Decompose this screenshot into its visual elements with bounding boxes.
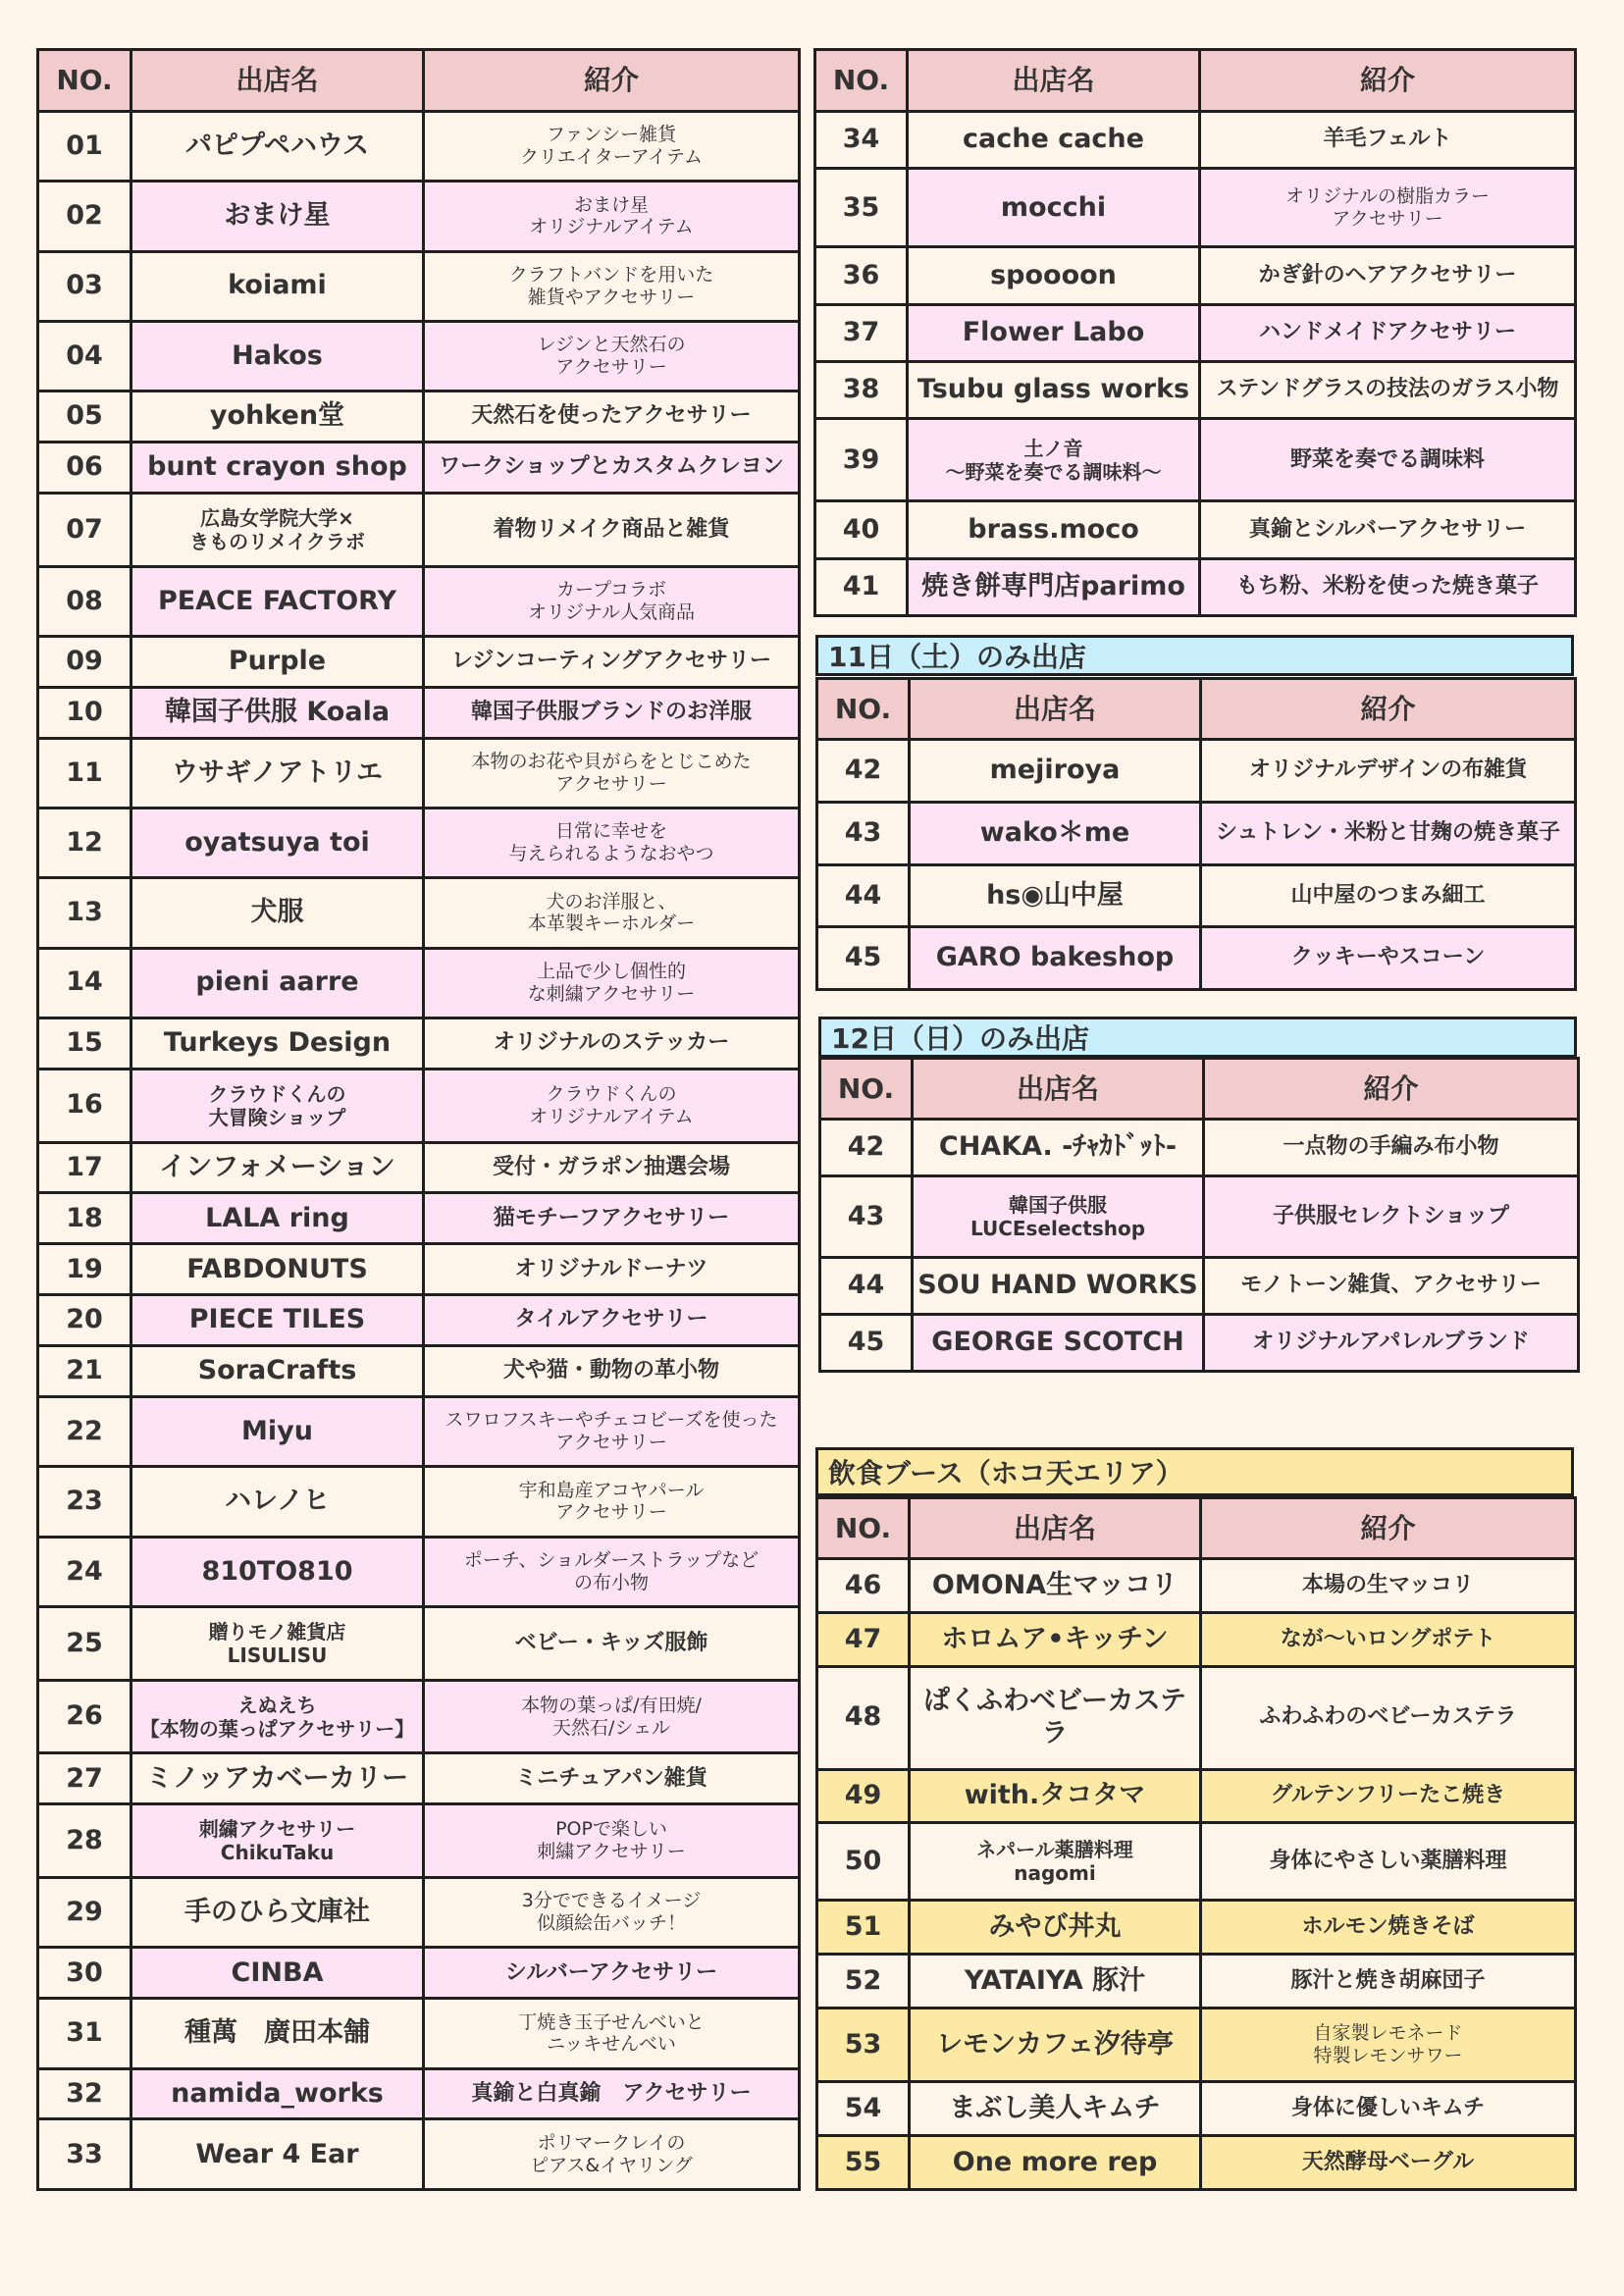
vendor-description: ステンドグラスの技法のガラス小物 [1200,362,1576,419]
vendor-row [38,2068,800,2119]
vendor-number: 32 [38,2068,131,2119]
vendor-name: 贈りモノ雑貨店 LISULISU [131,1606,424,1680]
vendor-row [38,1244,800,1295]
vendor-row [38,321,800,391]
vendor-name: クラウドくんの 大冒険ショップ [131,1069,424,1142]
vendor-row [38,1753,800,1804]
vendor-name: mocchi [908,169,1200,247]
vendor-number: 43 [817,802,910,864]
vendor-description: オリジナルのステッカー [424,1018,800,1069]
vendor-name: ぱくふわベビーカステラ [910,1666,1201,1769]
vendor-name: レモンカフェ汐待亭 [910,2009,1201,2082]
vendor-row [38,636,800,687]
vendor-description: 野菜を奏でる調味料 [1200,419,1576,501]
food-booth-rows [817,1559,1576,2190]
header-desc: 紹介 [1200,50,1576,112]
vendor-description: モノトーン雑貨、アクセサリー [1204,1258,1579,1315]
vendor-name: みやび丼丸 [910,1901,1201,1955]
vendor-description: なが～いロングポテト [1201,1612,1576,1666]
vendor-number: 10 [38,687,131,738]
vendor-row [38,1142,800,1193]
vendor-name: えぬえち 【本物の葉っぱアクセサリー】 [131,1680,424,1753]
vendor-number: 48 [817,1666,910,1769]
vendor-description: クッキーやスコーン [1201,927,1576,990]
vendor-row [38,1999,800,2068]
vendor-number: 24 [38,1537,131,1606]
vendor-row [38,1606,800,1680]
vendor-number: 01 [38,112,131,182]
vendor-number: 09 [38,636,131,687]
vendor-description: 猫モチーフアクセサリー [424,1193,800,1244]
vendor-description: 韓国子供服ブランドのお洋服 [424,687,800,738]
vendor-description: 宇和島産アコヤパール アクセサリー [424,1467,800,1537]
vendor-row [38,948,800,1018]
vendor-number: 11 [38,738,131,808]
vendor-row [817,802,1576,864]
vendor-description: タイルアクセサリー [424,1295,800,1346]
vendor-name: 犬服 [131,878,424,948]
vendor-name: Hakos [131,321,424,391]
vendor-number: 28 [38,1804,131,1878]
vendor-row [815,362,1576,419]
vendor-row [817,1955,1576,2009]
vendor-name: GEORGE SCOTCH [913,1315,1204,1372]
vendor-number: 49 [817,1769,910,1823]
vendor-description: 身体にやさしい薬膳料理 [1201,1823,1576,1901]
vendor-name: wako＊me [910,802,1201,864]
right-vendor-table [813,48,1577,617]
vendor-row [38,1295,800,1346]
vendor-number: 37 [815,304,908,361]
sun-12-vendor-table [818,1057,1580,1373]
vendor-description: 本場の生マッコリ [1201,1559,1576,1613]
vendor-name: One more rep [910,2136,1201,2190]
vendor-row [817,1823,1576,1901]
food-booth-table [815,1496,1577,2191]
vendor-description: ミニチュアパン雑貨 [424,1753,800,1804]
vendor-number: 36 [815,247,908,304]
vendor-number: 51 [817,1901,910,1955]
vendor-description: 天然石を使ったアクセサリー [424,391,800,443]
vendor-name: 刺繍アクセサリー ChikuTaku [131,1804,424,1878]
vendor-number: 27 [38,1753,131,1804]
vendor-number: 44 [817,864,910,927]
vendor-number: 18 [38,1193,131,1244]
vendor-name: Turkeys Design [131,1018,424,1069]
vendor-name: cache cache [908,112,1200,169]
left-vendor-rows [38,112,800,2190]
vendor-number: 31 [38,1999,131,2068]
vendor-name: ネパール薬膳料理 nagomi [910,1823,1201,1901]
vendor-description: ホルモン焼きそば [1201,1901,1576,1955]
vendor-number: 12 [38,809,131,878]
vendor-row [815,247,1576,304]
vendor-row [817,2082,1576,2136]
left-vendor-table [36,48,801,2191]
vendor-description: ハンドメイドアクセサリー [1200,304,1576,361]
vendor-row [38,1467,800,1537]
vendor-name: CHAKA. -ﾁｬｶﾄﾞｯﾄ- [913,1120,1204,1176]
vendor-description: スワロフスキーやチェコビーズを使った アクセサリー [424,1397,800,1467]
vendor-number: 06 [38,442,131,493]
vendor-name: おまけ星 [131,182,424,251]
vendor-description: 本物のお花や貝がらをとじこめた アクセサリー [424,738,800,808]
vendor-description: 子供服セレクトショップ [1204,1175,1579,1257]
vendor-number: 55 [817,2136,910,2190]
vendor-name: SoraCrafts [131,1346,424,1397]
header-no: NO. [38,50,131,112]
vendor-number: 30 [38,1948,131,1999]
vendor-row [38,442,800,493]
header-no: NO. [820,1059,913,1120]
vendor-row [817,1901,1576,1955]
vendor-description: 着物リメイク商品と雑貨 [424,493,800,566]
vendor-description: ふわふわのベビーカステラ [1201,1666,1576,1769]
vendor-number: 07 [38,493,131,566]
vendor-name: 韓国子供服 Koala [131,687,424,738]
vendor-row [38,738,800,808]
vendor-row [38,1018,800,1069]
vendor-number: 42 [817,740,910,803]
vendor-description: POPで楽しい 刺繍アクセサリー [424,1804,800,1878]
vendor-description: もち粉、米粉を使った焼き菓子 [1200,558,1576,615]
vendor-description: クラウドくんの オリジナルアイテム [424,1069,800,1142]
vendor-number: 22 [38,1397,131,1467]
vendor-description: レジンコーティングアクセサリー [424,636,800,687]
vendor-number: 38 [815,362,908,419]
vendor-row [38,391,800,443]
vendor-row [38,1878,800,1948]
vendor-name: PIECE TILES [131,1295,424,1346]
vendor-number: 54 [817,2082,910,2136]
vendor-description: 3分でできるイメージ 似顔絵缶バッチ！ [424,1878,800,1948]
vendor-row [815,112,1576,169]
vendor-description: シュトレン・米粉と甘麹の焼き菓子 [1201,802,1576,864]
vendor-row [38,809,800,878]
header-no: NO. [817,679,910,740]
vendor-number: 29 [38,1878,131,1948]
right-vendor-rows [815,112,1576,616]
vendor-number: 13 [38,878,131,948]
header-name: 出店名 [913,1059,1204,1120]
vendor-name: 広島女学院大学× きものリメイクラボ [131,493,424,566]
vendor-name: まぶし美人キムチ [910,2082,1201,2136]
vendor-description: 羊毛フェルト [1200,112,1576,169]
vendor-name: Wear 4 Ear [131,2119,424,2190]
vendor-name: Tsubu glass works [908,362,1200,419]
vendor-row [38,1346,800,1397]
vendor-row [38,1193,800,1244]
vendor-number: 35 [815,169,908,247]
vendor-row [38,1804,800,1878]
vendor-row [38,1069,800,1142]
vendor-name: Purple [131,636,424,687]
vendor-description: シルバーアクセサリー [424,1948,800,1999]
vendor-row [820,1175,1579,1257]
vendor-name: koiami [131,251,424,321]
vendor-number: 34 [815,112,908,169]
vendor-name: pieni aarre [131,948,424,1018]
vendor-description: ワークショップとカスタムクレヨン [424,442,800,493]
vendor-number: 16 [38,1069,131,1142]
vendor-name: ハレノヒ [131,1467,424,1537]
vendor-description: 本物の葉っぱ/有田焼/ 天然石/シェル [424,1680,800,1753]
header-name: 出店名 [908,50,1200,112]
vendor-description: ポリマークレイの ピアス&イヤリング [424,2119,800,2190]
vendor-number: 39 [815,419,908,501]
vendor-row [38,878,800,948]
vendor-number: 03 [38,251,131,321]
vendor-name: PEACE FACTORY [131,566,424,636]
vendor-name: GARO bakeshop [910,927,1201,990]
vendor-name: OMONA生マッコリ [910,1559,1201,1613]
vendor-row [815,304,1576,361]
vendor-name: FABDONUTS [131,1244,424,1295]
header-name: 出店名 [910,679,1201,740]
header-no: NO. [817,1498,910,1559]
vendor-number: 47 [817,1612,910,1666]
vendor-number: 20 [38,1295,131,1346]
vendor-name: 焼き餅専門店parimo [908,558,1200,615]
section-sat-11-title: 11日（土）のみ出店 [815,635,1574,676]
header-name: 出店名 [131,50,424,112]
vendor-description: ファンシー雑貨 クリエイターアイテム [424,112,800,182]
vendor-row [38,1397,800,1467]
section-food-title: 飲食ブース（ホコ天エリア） [815,1447,1574,1496]
vendor-row [820,1258,1579,1315]
vendor-row [38,1948,800,1999]
vendor-row [815,558,1576,615]
vendor-number: 23 [38,1467,131,1537]
vendor-description: 日常に幸せを 与えられるようなおやつ [424,809,800,878]
header-name: 出店名 [910,1498,1201,1559]
vendor-name: mejiroya [910,740,1201,803]
vendor-description: 身体に優しいキムチ [1201,2082,1576,2136]
vendor-name: CINBA [131,1948,424,1999]
vendor-number: 02 [38,182,131,251]
header-no: NO. [815,50,908,112]
vendor-name: namida_works [131,2068,424,2119]
vendor-row [817,2136,1576,2190]
vendor-description: クラフトバンドを用いた 雑貨やアクセサリー [424,251,800,321]
vendor-number: 45 [817,927,910,990]
vendor-row [817,864,1576,927]
vendor-number: 40 [815,501,908,558]
vendor-row [817,1559,1576,1613]
vendor-number: 42 [820,1120,913,1176]
vendor-description: カープコラボ オリジナル人気商品 [424,566,800,636]
vendor-name: with.タコタマ [910,1769,1201,1823]
vendor-row [817,1612,1576,1666]
sun-12-vendor-rows [820,1120,1579,1372]
vendor-description: オリジナルデザインの布雑貨 [1201,740,1576,803]
vendor-name: Flower Labo [908,304,1200,361]
header-desc: 紹介 [1201,1498,1576,1559]
vendor-number: 52 [817,1955,910,2009]
vendor-row [820,1120,1579,1176]
vendor-row [38,566,800,636]
vendor-number: 08 [38,566,131,636]
vendor-name: YATAIYA 豚汁 [910,1955,1201,2009]
vendor-row [817,740,1576,803]
vendor-name: hs◉山中屋 [910,864,1201,927]
vendor-name: Miyu [131,1397,424,1467]
vendor-row [38,1680,800,1753]
vendor-description: オリジナルの樹脂カラー アクセサリー [1200,169,1576,247]
vendor-row [817,1666,1576,1769]
vendor-description: 真鍮とシルバーアクセサリー [1200,501,1576,558]
vendor-row [820,1315,1579,1372]
vendor-description: オリジナルアパレルブランド [1204,1315,1579,1372]
vendor-description: おまけ星 オリジナルアイテム [424,182,800,251]
vendor-row [815,419,1576,501]
vendor-description: ベビー・キッズ服飾 [424,1606,800,1680]
header-desc: 紹介 [1201,679,1576,740]
vendor-description: 自家製レモネード 特製レモンサワー [1201,2009,1576,2082]
vendor-description: ポーチ、ショルダーストラップなど の布小物 [424,1537,800,1606]
vendor-name: パピプペハウス [131,112,424,182]
vendor-name: ミノッアカベーカリー [131,1753,424,1804]
vendor-description: 丁焼き玉子せんべいと ニッキせんべい [424,1999,800,2068]
sat-11-vendor-table [815,677,1577,991]
vendor-name: 手のひら文庫社 [131,1878,424,1948]
vendor-number: 17 [38,1142,131,1193]
vendor-row [38,112,800,182]
vendor-row [815,169,1576,247]
vendor-number: 33 [38,2119,131,2190]
vendor-row [38,2119,800,2190]
vendor-description: 天然酵母ベーグル [1201,2136,1576,2190]
vendor-name: 種萬 廣田本舗 [131,1999,424,2068]
vendor-row [38,1537,800,1606]
vendor-number: 25 [38,1606,131,1680]
vendor-name: bunt crayon shop [131,442,424,493]
vendor-name: LALA ring [131,1193,424,1244]
vendor-number: 41 [815,558,908,615]
vendor-number: 46 [817,1559,910,1613]
vendor-number: 14 [38,948,131,1018]
vendor-row [817,2009,1576,2082]
vendor-number: 15 [38,1018,131,1069]
vendor-number: 53 [817,2009,910,2082]
section-sun-12-title: 12日（日）のみ出店 [818,1017,1577,1058]
vendor-description: 受付・ガラポン抽選会場 [424,1142,800,1193]
vendor-description: グルテンフリーたこ焼き [1201,1769,1576,1823]
vendor-number: 19 [38,1244,131,1295]
vendor-name: ウサギノアトリエ [131,738,424,808]
vendor-name: 810TO810 [131,1537,424,1606]
vendor-name: 韓国子供服 LUCEselectshop [913,1175,1204,1257]
vendor-description: 一点物の手編み布小物 [1204,1120,1579,1176]
vendor-number: 44 [820,1258,913,1315]
vendor-number: 21 [38,1346,131,1397]
vendor-row [38,182,800,251]
vendor-row [38,251,800,321]
vendor-name: spoooon [908,247,1200,304]
vendor-description: 豚汁と焼き胡麻団子 [1201,1955,1576,2009]
vendor-number: 45 [820,1315,913,1372]
vendor-name: ホロムア•キッチン [910,1612,1201,1666]
vendor-row [817,1769,1576,1823]
vendor-name: oyatsuya toi [131,809,424,878]
vendor-number: 05 [38,391,131,443]
sat-11-vendor-rows [817,740,1576,990]
vendor-row [38,687,800,738]
vendor-row [38,493,800,566]
vendor-description: 山中屋のつまみ細工 [1201,864,1576,927]
vendor-row [815,501,1576,558]
vendor-name: インフォメーション [131,1142,424,1193]
vendor-name: SOU HAND WORKS [913,1258,1204,1315]
vendor-number: 43 [820,1175,913,1257]
vendor-description: オリジナルドーナツ [424,1244,800,1295]
vendor-description: 真鍮と白真鍮 アクセサリー [424,2068,800,2119]
vendor-description: レジンと天然石の アクセサリー [424,321,800,391]
vendor-name: 土ノ音 ～野菜を奏でる調味料～ [908,419,1200,501]
vendor-description: 犬や猫・動物の革小物 [424,1346,800,1397]
vendor-number: 04 [38,321,131,391]
vendor-row [817,927,1576,990]
vendor-description: 上品で少し個性的 な刺繍アクセサリー [424,948,800,1018]
vendor-description: かぎ針のヘアアクセサリー [1200,247,1576,304]
vendor-description: 犬のお洋服と、 本革製キーホルダー [424,878,800,948]
header-desc: 紹介 [1204,1059,1579,1120]
vendor-number: 50 [817,1823,910,1901]
vendor-name: brass.moco [908,501,1200,558]
vendor-name: yohken堂 [131,391,424,443]
vendor-number: 26 [38,1680,131,1753]
header-desc: 紹介 [424,50,800,112]
